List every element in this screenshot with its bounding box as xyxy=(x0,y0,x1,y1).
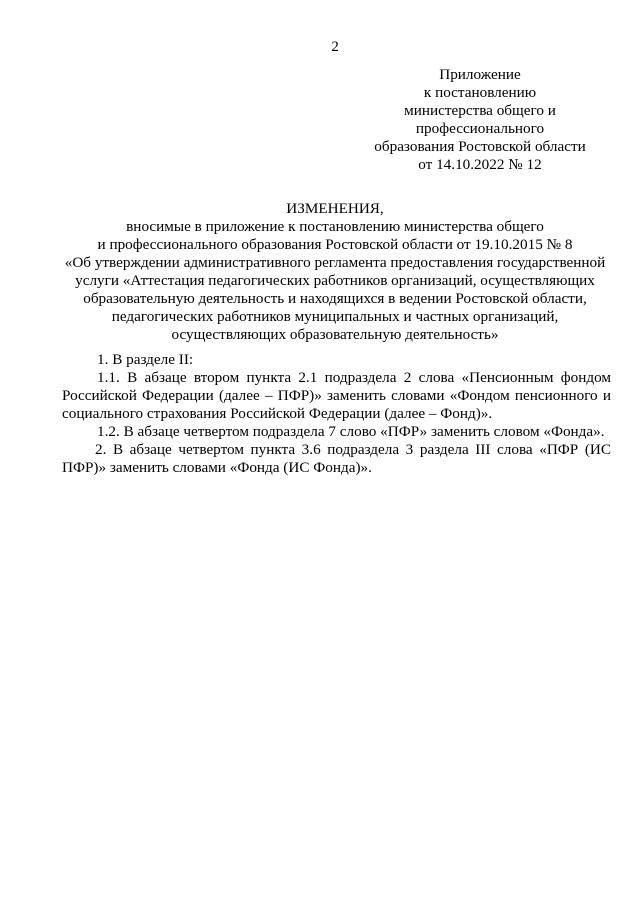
body-paragraph: 1. В разделе II: xyxy=(97,351,194,368)
appendix-line: министерства общего и xyxy=(404,102,556,119)
appendix-line: к постановлению xyxy=(423,84,537,101)
document-heading: ИЗМЕНЕНИЯ, xyxy=(286,200,384,217)
appendix-line: Приложение xyxy=(439,66,521,83)
title-line: и профессионального образования Ростовской области от 19.10.2015 № 8 xyxy=(97,236,573,253)
body-paragraph: 1.1. В абзаце втором пункта 2.1 подраздела 2 слова «Пенсионным фондом Российской Федерации (далее – ПФР)» заменить словами «Фондом пенсионного и социального страхования Российской Федерации (далее – Фонд)». xyxy=(62,369,611,422)
body-paragraph: 2. В абзаце четвертом пункта 3.6 подраздела 3 раздела III слова «ПФР (ИС ПФР)» заменить словами «Фонда (ИС Фонда)». xyxy=(62,441,611,476)
appendix-line: от 14.10.2022 № 12 xyxy=(418,156,542,173)
body-paragraph: 1.2. В абзаце четвертом подраздела 7 слово «ПФР» заменить словом «Фонда». xyxy=(97,423,605,440)
title-line: «Об утверждении административного регламента предоставления государственной xyxy=(64,254,606,271)
document-body xyxy=(62,351,611,477)
document-title-block xyxy=(55,200,615,344)
title-line: педагогических работников муниципальных и частных организаций, xyxy=(111,308,559,325)
appendix-line: профессионального xyxy=(415,120,545,137)
title-line: услуги «Аттестация педагогических работников организаций, осуществляющих xyxy=(75,272,595,289)
title-line: образовательную деятельность и находящихся в ведении Ростовской области, xyxy=(83,290,587,307)
appendix-line: образования Ростовской области xyxy=(374,138,586,155)
appendix-block xyxy=(360,66,600,174)
title-line: вносимые в приложение к постановлению министерства общего xyxy=(126,218,544,235)
page-number: 2 xyxy=(331,38,339,55)
title-line: осуществляющих образовательную деятельность» xyxy=(171,326,499,343)
